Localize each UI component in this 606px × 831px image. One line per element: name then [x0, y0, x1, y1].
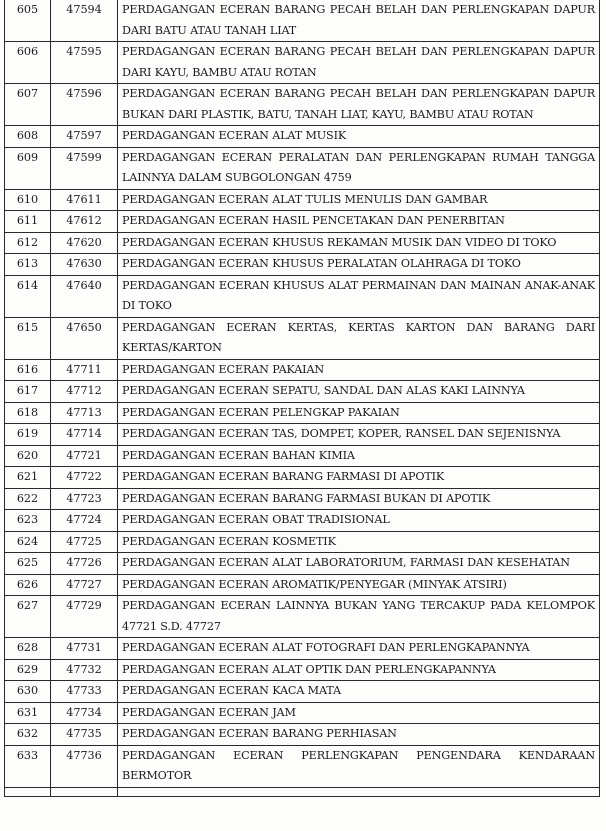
table-row [5, 424, 600, 446]
row-number: 615 [5, 317, 51, 359]
kbli-code: 47735 [51, 724, 118, 746]
kbli-code: 47713 [51, 402, 118, 424]
table-row [5, 275, 600, 317]
kbli-description: PERDAGANGAN ECERAN BARANG PECAH BELAH DAN PERLENGKAPAN DAPUR BUKAN DARI PLASTIK, BATU, TANAH LIAT, KAYU, BAMBU ATAU ROTAN [118, 84, 600, 126]
table-row [5, 232, 600, 254]
row-number: 625 [5, 553, 51, 575]
kbli-description: PERDAGANGAN ECERAN BARANG PECAH BELAH DAN PERLENGKAPAN DAPUR DARI KAYU, BAMBU ATAU ROTAN [118, 42, 600, 84]
row-number: 619 [5, 424, 51, 446]
row-number: 629 [5, 659, 51, 681]
table-row [5, 531, 600, 553]
table-row [5, 681, 600, 703]
table-row [5, 402, 600, 424]
table-row [5, 445, 600, 467]
kbli-description: PERDAGANGAN ECERAN BARANG PECAH BELAH DAN PERLENGKAPAN DAPUR DARI BATU ATAU TANAH LIAT [118, 0, 600, 42]
kbli-code: 47640 [51, 275, 118, 317]
kbli-code: 47599 [51, 147, 118, 189]
kbli-code: 47611 [51, 189, 118, 211]
kbli-description: PERDAGANGAN ECERAN PERALATAN DAN PERLENGKAPAN RUMAH TANGGA LAINNYA DALAM SUBGOLONGAN 4759 [118, 147, 600, 189]
kbli-code: 47734 [51, 702, 118, 724]
table-row-cut-off [5, 787, 600, 796]
kbli-code: 47724 [51, 510, 118, 532]
table-row [5, 254, 600, 276]
kbli-description: PERDAGANGAN ECERAN KACA MATA [118, 681, 600, 703]
kbli-description: PERDAGANGAN ECERAN HASIL PENCETAKAN DAN PENERBITAN [118, 211, 600, 233]
row-number: 617 [5, 381, 51, 403]
table-row [5, 553, 600, 575]
empty-cell [5, 787, 51, 796]
row-number: 622 [5, 488, 51, 510]
row-number: 618 [5, 402, 51, 424]
kbli-code: 47712 [51, 381, 118, 403]
row-number: 613 [5, 254, 51, 276]
kbli-code: 47721 [51, 445, 118, 467]
row-number: 620 [5, 445, 51, 467]
kbli-code: 47732 [51, 659, 118, 681]
kbli-description: PERDAGANGAN ECERAN PELENGKAP PAKAIAN [118, 402, 600, 424]
row-number: 630 [5, 681, 51, 703]
empty-cell [51, 787, 118, 796]
kbli-code: 47630 [51, 254, 118, 276]
kbli-code: 47595 [51, 42, 118, 84]
row-number: 627 [5, 596, 51, 638]
row-number: 623 [5, 510, 51, 532]
kbli-description: PERDAGANGAN ECERAN KOSMETIK [118, 531, 600, 553]
kbli-description: PERDAGANGAN ECERAN SEPATU, SANDAL DAN ALAS KAKI LAINNYA [118, 381, 600, 403]
kbli-code: 47725 [51, 531, 118, 553]
kbli-code: 47711 [51, 359, 118, 381]
row-number: 606 [5, 42, 51, 84]
table-row [5, 42, 600, 84]
row-number: 632 [5, 724, 51, 746]
kbli-description: PERDAGANGAN ECERAN ALAT LABORATORIUM, FARMASI DAN KESEHATAN [118, 553, 600, 575]
row-number: 631 [5, 702, 51, 724]
kbli-description: PERDAGANGAN ECERAN OBAT TRADISIONAL [118, 510, 600, 532]
kbli-description: PERDAGANGAN ECERAN BARANG FARMASI DI APOTIK [118, 467, 600, 489]
kbli-description: PERDAGANGAN ECERAN PERLENGKAPAN PENGENDARA KENDARAAN BERMOTOR [118, 745, 600, 787]
table-row [5, 638, 600, 660]
kbli-description: PERDAGANGAN ECERAN KHUSUS REKAMAN MUSIK DAN VIDEO DI TOKO [118, 232, 600, 254]
table-row [5, 359, 600, 381]
row-number: 626 [5, 574, 51, 596]
kbli-code: 47726 [51, 553, 118, 575]
kbli-table-body [5, 0, 600, 796]
kbli-description: PERDAGANGAN ECERAN ALAT TULIS MENULIS DAN GAMBAR [118, 189, 600, 211]
table-row [5, 510, 600, 532]
kbli-description: PERDAGANGAN ECERAN BAHAN KIMIA [118, 445, 600, 467]
table-row [5, 745, 600, 787]
table-row [5, 211, 600, 233]
table-row [5, 659, 600, 681]
kbli-code: 47650 [51, 317, 118, 359]
row-number: 614 [5, 275, 51, 317]
row-number: 628 [5, 638, 51, 660]
kbli-description: PERDAGANGAN ECERAN JAM [118, 702, 600, 724]
kbli-description: PERDAGANGAN ECERAN ALAT FOTOGRAFI DAN PERLENGKAPANNYA [118, 638, 600, 660]
kbli-code: 47620 [51, 232, 118, 254]
kbli-code: 47594 [51, 0, 118, 42]
kbli-description: PERDAGANGAN ECERAN KERTAS, KERTAS KARTON DAN BARANG DARI KERTAS/KARTON [118, 317, 600, 359]
row-number: 633 [5, 745, 51, 787]
kbli-code: 47723 [51, 488, 118, 510]
kbli-description: PERDAGANGAN ECERAN ALAT OPTIK DAN PERLENGKAPANNYA [118, 659, 600, 681]
table-row [5, 467, 600, 489]
table-row [5, 84, 600, 126]
kbli-code: 47727 [51, 574, 118, 596]
row-number: 616 [5, 359, 51, 381]
kbli-code: 47597 [51, 126, 118, 148]
kbli-description: PERDAGANGAN ECERAN BARANG PERHIASAN [118, 724, 600, 746]
kbli-table [4, 0, 600, 797]
kbli-code: 47733 [51, 681, 118, 703]
row-number: 612 [5, 232, 51, 254]
table-row [5, 381, 600, 403]
table-row [5, 147, 600, 189]
kbli-description: PERDAGANGAN ECERAN LAINNYA BUKAN YANG TERCAKUP PADA KELOMPOK 47721 S.D. 47727 [118, 596, 600, 638]
kbli-code: 47729 [51, 596, 118, 638]
kbli-description: PERDAGANGAN ECERAN BARANG FARMASI BUKAN DI APOTIK [118, 488, 600, 510]
table-row [5, 574, 600, 596]
kbli-code: 47736 [51, 745, 118, 787]
row-number: 610 [5, 189, 51, 211]
kbli-code: 47596 [51, 84, 118, 126]
kbli-description: PERDAGANGAN ECERAN PAKAIAN [118, 359, 600, 381]
table-row [5, 702, 600, 724]
row-number: 611 [5, 211, 51, 233]
row-number: 605 [5, 0, 51, 42]
kbli-description: PERDAGANGAN ECERAN TAS, DOMPET, KOPER, RANSEL DAN SEJENISNYA [118, 424, 600, 446]
kbli-description: PERDAGANGAN ECERAN KHUSUS ALAT PERMAINAN DAN MAINAN ANAK-ANAK DI TOKO [118, 275, 600, 317]
kbli-description: PERDAGANGAN ECERAN AROMATIK/PENYEGAR (MINYAK ATSIRI) [118, 574, 600, 596]
kbli-description: PERDAGANGAN ECERAN KHUSUS PERALATAN OLAHRAGA DI TOKO [118, 254, 600, 276]
row-number: 608 [5, 126, 51, 148]
table-row [5, 317, 600, 359]
kbli-code: 47722 [51, 467, 118, 489]
kbli-code: 47714 [51, 424, 118, 446]
table-row [5, 126, 600, 148]
table-row [5, 189, 600, 211]
kbli-code: 47612 [51, 211, 118, 233]
kbli-code: 47731 [51, 638, 118, 660]
row-number: 621 [5, 467, 51, 489]
row-number: 609 [5, 147, 51, 189]
table-row [5, 488, 600, 510]
table-row [5, 0, 600, 42]
table-row [5, 724, 600, 746]
table-row [5, 596, 600, 638]
empty-cell [118, 787, 600, 796]
row-number: 624 [5, 531, 51, 553]
row-number: 607 [5, 84, 51, 126]
kbli-description: PERDAGANGAN ECERAN ALAT MUSIK [118, 126, 600, 148]
